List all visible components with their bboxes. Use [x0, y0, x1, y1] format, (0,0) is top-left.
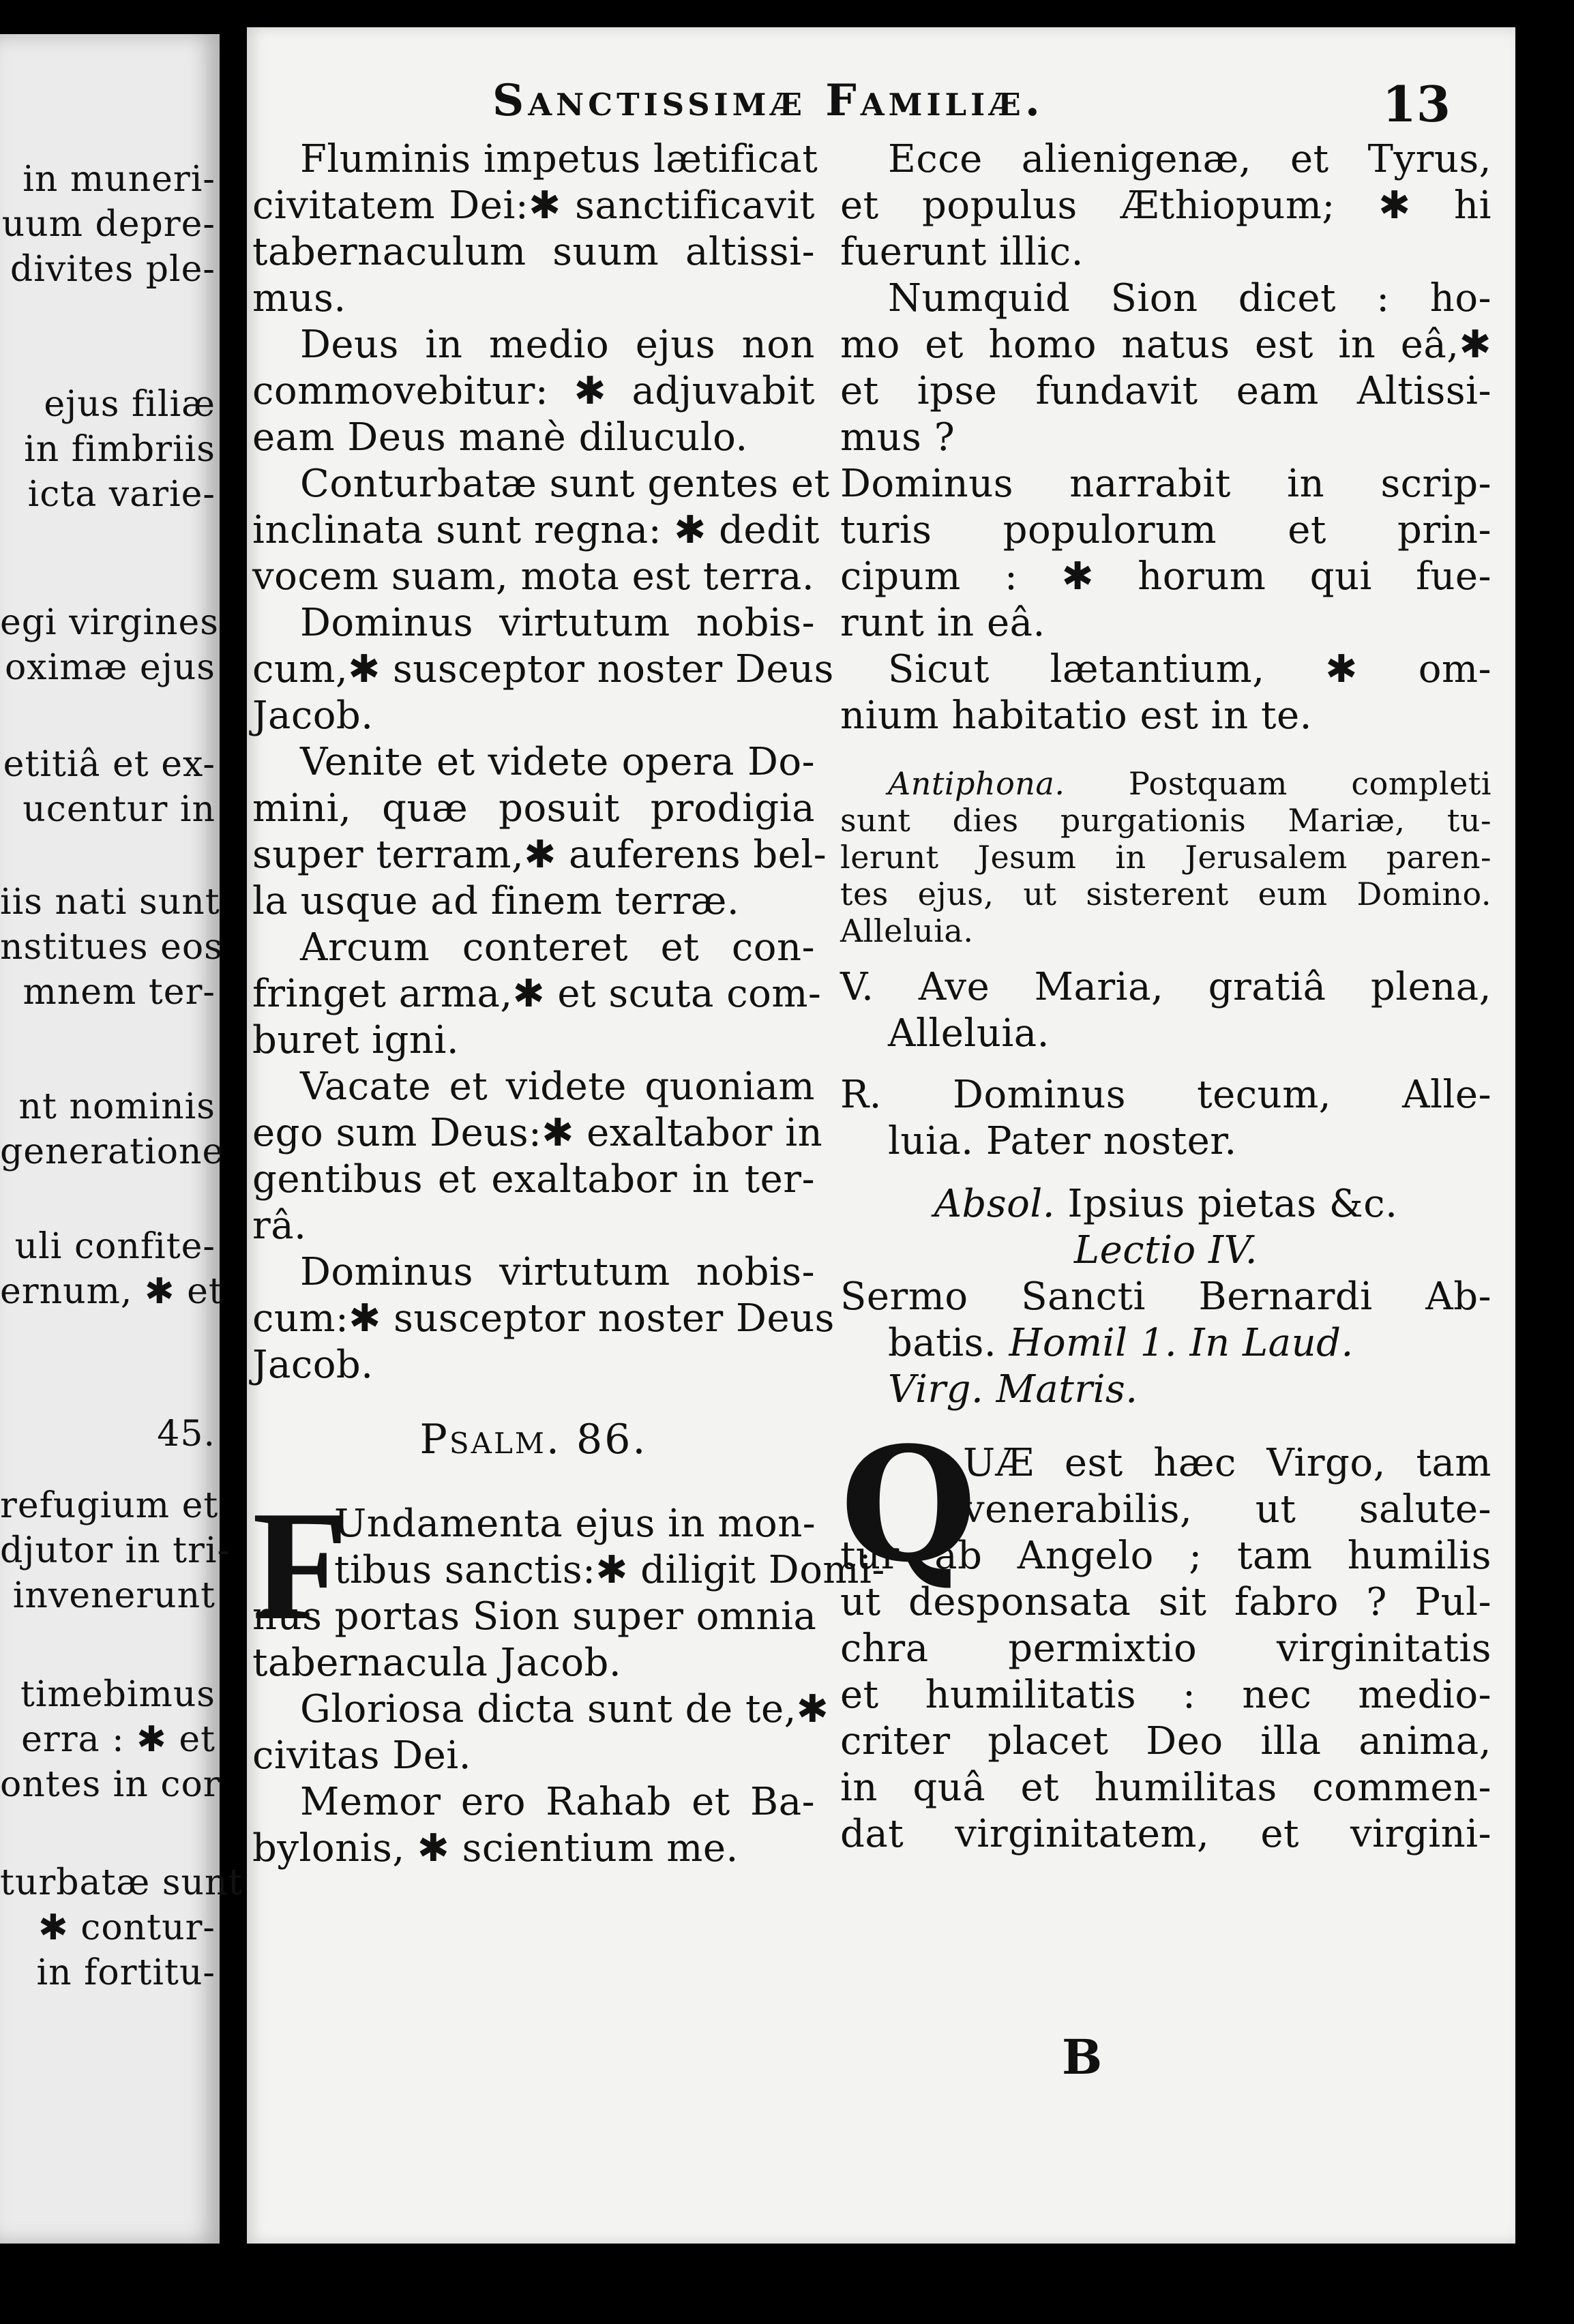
prev-page-line: divites ple- [10, 249, 216, 290]
text-line: Deus in medio ejus non [300, 323, 815, 367]
text-line: ego sum Deus:✱ exaltabor in [252, 1111, 823, 1155]
antiphon-text: Postquam completi [1128, 765, 1491, 802]
response-text: Dominus tecum, Alle- [953, 1073, 1491, 1117]
sermo-reference: Virg. Matris. [888, 1367, 1138, 1412]
paragraph [252, 322, 815, 461]
prev-page-line: iis nati sunt [0, 882, 220, 923]
paragraph [252, 1064, 823, 1249]
text-line: fuerunt illic. [840, 230, 1084, 274]
right-column [840, 136, 1491, 1858]
text-line: Venite et videte opera Do- [300, 740, 815, 784]
versicle-mark: V. [840, 965, 874, 1009]
text-line: Jacob. [252, 694, 374, 738]
prev-page-line: ucentur in [23, 789, 216, 830]
versicle-text: Alleluia. [888, 1011, 1050, 1056]
text-line: mus. [252, 276, 346, 321]
versicle [840, 964, 1491, 1057]
prev-page-line: in fimbriis [24, 429, 216, 470]
paragraph [252, 600, 834, 739]
prev-page-line: nstitues eos [0, 927, 223, 968]
text-line: tibus sanctis:✱ diligit Domi- [334, 1548, 885, 1592]
text-line: Memor ero Rahab et Ba- [300, 1780, 815, 1824]
prev-page-line: ejus filiæ [44, 384, 216, 425]
prev-page-line: mnem ter- [23, 972, 216, 1013]
text-line: lerunt Jesum in Jerusalem paren- [840, 839, 1491, 876]
text-line: Sicut lætantium, ✱ om- [888, 647, 1491, 691]
signature-mark: B [1062, 2029, 1103, 2085]
text-line: chra permixtio virginitatis [840, 1626, 1491, 1671]
absolution-line [840, 1181, 1491, 1227]
absolution-label: Absol. [934, 1182, 1056, 1226]
prev-page-line: oximæ ejus [4, 647, 216, 688]
text-line: bylonis, ✱ scientium me. [252, 1826, 739, 1871]
text-line: in quâ et humilitas commen- [840, 1766, 1491, 1810]
text-line: gentibus et exaltabor in ter- [252, 1157, 815, 1202]
prev-page-line: in muneri- [23, 159, 216, 200]
text-line [840, 964, 1491, 1011]
prev-page-line: ✱ contur- [38, 1907, 216, 1948]
text-line: Arcum conteret et con- [300, 925, 815, 970]
response-mark: R. [840, 1073, 882, 1117]
text-line: Dominus narrabit in scrip- [840, 462, 1491, 506]
text-line: tabernacula Jacob. [252, 1641, 622, 1685]
text-line [840, 1118, 1491, 1165]
text-line: Fluminis impetus lætificat [300, 137, 818, 181]
prev-page-line: uli confite- [14, 1226, 216, 1267]
text-line: eam Deus manè diluculo. [252, 415, 748, 460]
page [247, 27, 1515, 2244]
text-line: UÆ est hæc Virgo, tam [963, 1441, 1491, 1485]
left-column [252, 136, 885, 1872]
paragraph [840, 461, 1491, 646]
prev-page-line: 45. [157, 1414, 216, 1455]
paragraph [252, 739, 827, 925]
lectio-heading: Lectio IV. [1073, 1228, 1258, 1272]
text-line: Dominus virtutum nobis- [300, 601, 815, 645]
text-line: commovebitur: ✱ adjuvabit [252, 369, 815, 413]
text-line: nium habitatio est in te. [840, 694, 1312, 738]
text-line: Sermo Sancti Bernardi Ab- [840, 1275, 1491, 1319]
prev-page-line: egi virgines [0, 602, 219, 643]
prev-page-line: ernum, ✱ et [0, 1271, 224, 1312]
response-text: luia. Pater noster. [888, 1119, 1237, 1163]
text-line: Alleluia. [840, 912, 974, 949]
prev-page-line: timebimus [20, 1674, 216, 1715]
prev-page-line: icta varie- [27, 474, 216, 515]
paragraph [840, 136, 1491, 275]
text-line: Conturbatæ sunt gentes et [300, 462, 830, 506]
prev-page-line: erra : ✱ et [21, 1719, 216, 1760]
text-line [840, 1011, 1491, 1057]
text-line: sunt dies purgationis Mariæ, tu- [840, 802, 1491, 839]
response [840, 1072, 1491, 1165]
text-line: mus ? [840, 415, 955, 460]
paragraph [252, 925, 822, 1064]
text-line: fringet arma,✱ et scuta com- [252, 972, 822, 1016]
prev-page-line: generatione [0, 1131, 224, 1172]
text-line: tabernaculum suum altissi- [252, 230, 815, 274]
paragraph [252, 461, 830, 600]
running-head: Sanctissimæ Familiæ. [492, 75, 1045, 126]
text-line: ut desponsata sit fabro ? Pul- [840, 1580, 1491, 1624]
text-line: la usque ad finem terræ. [252, 879, 740, 923]
prev-page-line: in fortitu- [36, 1952, 216, 1993]
sermo-text: batis. [888, 1321, 997, 1365]
dropcap-letter: F [252, 1478, 348, 1652]
text-line: super terram,✱ auferens bel- [252, 833, 827, 877]
text-line: vocem suam, mota est terra. [252, 554, 815, 599]
text-line: venerabilis, ut salute- [963, 1487, 1491, 1532]
paragraph [252, 1686, 829, 1779]
text-line [840, 1072, 1491, 1118]
prev-page-line: ontes in cor [0, 1764, 221, 1805]
versicle-text: Ave Maria, gratiâ plena, [918, 965, 1491, 1009]
antiphon-block [840, 765, 1491, 949]
paragraph [252, 1779, 815, 1872]
text-line: turis populorum et prin- [840, 508, 1491, 552]
text-line: Vacate et videte quoniam [300, 1064, 815, 1109]
text-line: et humilitatis : nec medio- [840, 1673, 1491, 1717]
text-line: Ecce alienigenæ, et Tyrus, [888, 137, 1491, 181]
text-line: mo et homo natus est in eâ,✱ [840, 323, 1491, 367]
text-line: Gloriosa dicta sunt de te,✱ [300, 1687, 829, 1731]
text-line: dat virginitatem, et virgini- [840, 1812, 1491, 1856]
page-number: 13 [1382, 75, 1451, 133]
text-line: cipum : ✱ horum qui fue- [840, 554, 1491, 599]
text-line: Numquid Sion dicet : ho- [888, 276, 1491, 321]
antiphon-label: Antiphona. [888, 765, 1065, 802]
text-line: râ. [252, 1204, 307, 1248]
paragraph [840, 646, 1491, 739]
text-line: inclinata sunt regna: ✱ dedit [252, 508, 820, 552]
prev-page-line: invenerunt [12, 1575, 216, 1616]
prev-page-line: etitiâ et ex- [3, 744, 216, 785]
text-line: buret igni. [252, 1018, 460, 1062]
text-line: et ipse fundavit eam Altissi- [840, 369, 1491, 413]
text-line: cum:✱ susceptor noster Deus [252, 1296, 835, 1341]
text-line: mini, quæ posuit prodigia [252, 786, 815, 831]
sermo-reference: Homil 1. In Laud. [1009, 1321, 1354, 1365]
prev-page-line: uum depre- [1, 204, 216, 245]
text-line: civitas Dei. [252, 1733, 471, 1778]
text-line [840, 765, 1491, 802]
previous-page-fragment [0, 34, 243, 2244]
prev-page-line: turbatæ sunt [0, 1862, 243, 1903]
text-line [840, 1320, 1491, 1367]
text-line: tur ab Angelo ; tam humilis [840, 1534, 1491, 1578]
text-line: nus portas Sion super omnia [252, 1594, 817, 1639]
text-line: tes ejus, ut sisterent eum Domino. [840, 876, 1491, 912]
text-line: Jacob. [252, 1343, 374, 1387]
prev-page-line: djutor in tri- [0, 1530, 231, 1571]
prev-page-line: refugium et [0, 1485, 219, 1526]
paragraph [840, 275, 1491, 461]
text-line: Dominus virtutum nobis- [300, 1250, 815, 1294]
text-line: cum,✱ susceptor noster Deus [252, 647, 834, 691]
text-line: runt in eâ. [840, 601, 1045, 645]
paragraph [252, 1249, 835, 1388]
text-line: et populus Æthiopum; ✱ hi [840, 183, 1491, 228]
dropcap-letter: Q [840, 1413, 977, 1597]
prev-page-line: nt nominis [18, 1086, 216, 1127]
text-line: Undamenta ejus in mon- [334, 1502, 816, 1546]
absolution-text: Ipsius pietas &c. [1067, 1182, 1398, 1226]
paragraph [252, 136, 818, 322]
psalm-heading: Psalm. 86. [419, 1416, 648, 1463]
dropcap-block [840, 1413, 1491, 1858]
text-line: criter placet Deo illa anima, [840, 1719, 1491, 1763]
text-line [840, 1367, 1491, 1413]
text-line: civitatem Dei:✱ sanctificavit [252, 183, 815, 228]
dropcap-block [252, 1478, 885, 1686]
